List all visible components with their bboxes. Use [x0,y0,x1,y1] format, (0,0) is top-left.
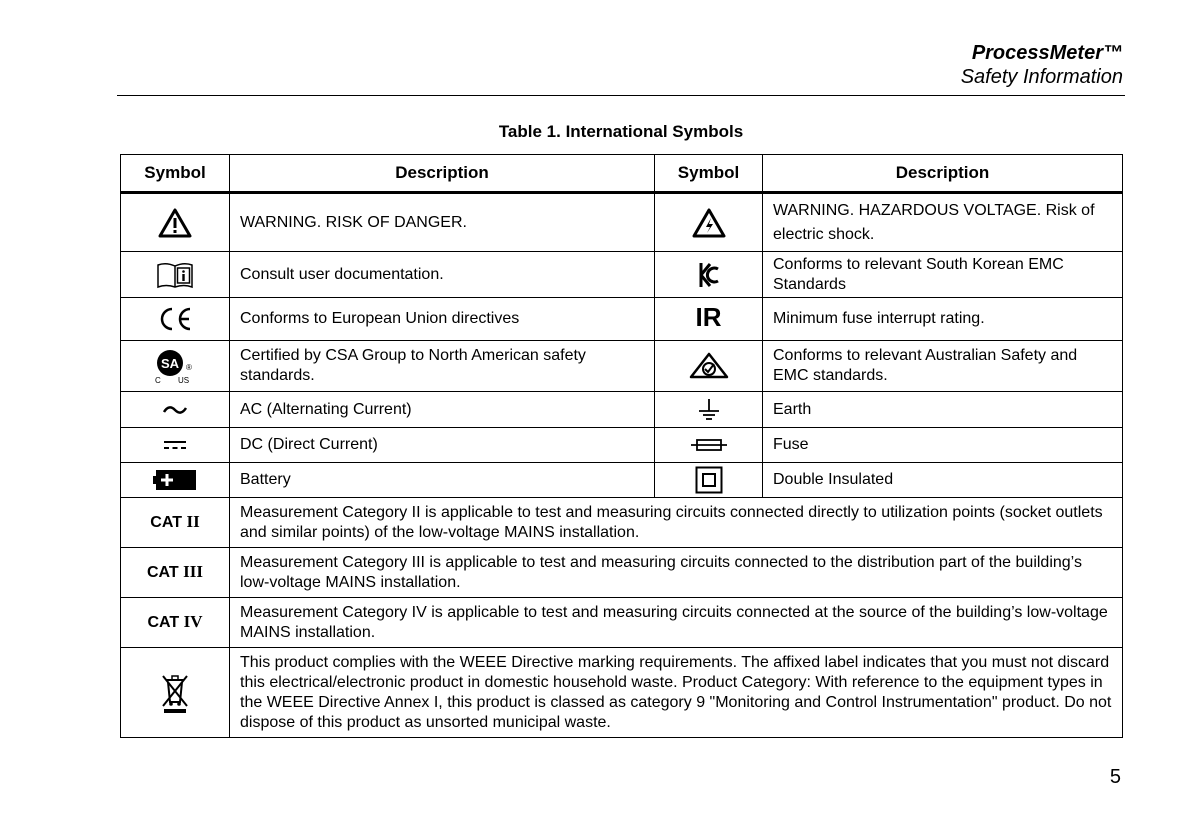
cat-iii-symbol: CAT III [146,562,203,581]
description-cell: Measurement Category II is applicable to test and measuring circuits connected directly to utilization points (socket outlets and similar points) of the low-voltage MAINS installation. [230,498,1123,548]
symbol-cell [121,463,230,498]
weee-crossed-bin-icon [160,672,190,714]
csa-mark-icon [150,346,200,386]
table-caption: Table 1. International Symbols [498,122,744,141]
symbol-cell [121,548,230,598]
description-cell: Minimum fuse interrupt rating. [763,298,1123,341]
symbol-cell [655,392,763,428]
column-header-symbol: Symbol [655,155,763,193]
symbol-cell [655,252,763,298]
fuse-icon [689,437,729,453]
table-row [121,298,1123,341]
table-row [121,498,1123,548]
symbol-cell [655,341,763,392]
description-cell: WARNING. RISK OF DANGER. [230,193,655,252]
table-row [121,598,1123,648]
table-row [121,252,1123,298]
symbol-cell [655,298,763,341]
description-cell: Battery [230,463,655,498]
table-header-row [121,155,1123,193]
symbol-cell [121,193,230,252]
symbol-cell [121,392,230,428]
table-row [121,648,1123,738]
double-insulated-icon [695,466,723,494]
csa-c-mark: C [155,376,161,385]
cat-ii-symbol: CAT II [150,512,200,531]
symbol-cell [121,648,230,738]
korean-kc-mark-icon [697,260,721,290]
description-cell: Earth [763,392,1123,428]
ac-wave-icon [162,403,188,417]
page-number: 5 [1109,766,1121,788]
warning-triangle-icon [158,208,192,238]
column-header-description: Description [763,155,1123,193]
header-product-title: ProcessMeter™ [971,42,1123,64]
description-cell: Certified by CSA Group to North American safety standards. [230,341,655,392]
csa-registered-mark: ® [186,363,192,372]
cat-iv-symbol: CAT IV [147,612,203,631]
description-cell: Conforms to relevant South Korean EMC Standards [763,252,1123,298]
header-section-title: Safety Information [960,66,1123,88]
column-header-description: Description [230,155,655,193]
international-symbols-table [120,154,1123,738]
ce-mark-icon [158,305,192,333]
description-cell: This product complies with the WEEE Directive marking requirements. The affixed label indicates that you must not discard this electrical/electronic product in domestic household waste. Product Category: With reference to the equipment types in the WEEE Directive Annex I, this product is classed as category 9 "Monitoring and Control Instrumentation" product. Do not dispose of this product as unsorted municipal waste. [230,648,1123,738]
table-row [121,548,1123,598]
description-cell: WARNING. HAZARDOUS VOLTAGE. Risk of electric shock. [763,193,1123,252]
battery-icon [153,469,197,491]
symbol-cell [655,193,763,252]
symbol-cell [121,598,230,648]
csa-us-mark: US [178,376,190,385]
ir-rating-symbol: IR [695,301,722,332]
description-cell: DC (Direct Current) [230,428,655,463]
table-row [121,428,1123,463]
dc-icon [162,439,188,451]
symbol-cell [655,463,763,498]
description-cell: Consult user documentation. [230,252,655,298]
user-documentation-icon [156,261,194,289]
svg-text:SA: SA [160,356,180,371]
hazardous-voltage-icon [692,208,726,238]
description-cell: AC (Alternating Current) [230,392,655,428]
symbol-cell [655,428,763,463]
table-row [121,392,1123,428]
symbol-cell [121,252,230,298]
symbol-cell [121,498,230,548]
table-row [121,193,1123,252]
description-cell: Measurement Category III is applicable to test and measuring circuits connected to the distribution part of the building’s low-voltage MAINS installation. [230,548,1123,598]
description-cell: Measurement Category IV is applicable to test and measuring circuits connected at the source of the building’s low-voltage MAINS installation. [230,598,1123,648]
description-cell: Conforms to European Union directives [230,298,655,341]
header-divider [117,95,1125,96]
description-cell: Double Insulated [763,463,1123,498]
earth-ground-icon [696,397,722,423]
column-header-symbol: Symbol [121,155,230,193]
table-row [121,341,1123,392]
symbol-cell [121,341,230,392]
rcm-mark-icon [689,352,729,380]
symbol-cell [121,428,230,463]
symbol-cell [121,298,230,341]
description-cell: Fuse [763,428,1123,463]
table-row [121,463,1123,498]
description-cell: Conforms to relevant Australian Safety and EMC standards. [763,341,1123,392]
